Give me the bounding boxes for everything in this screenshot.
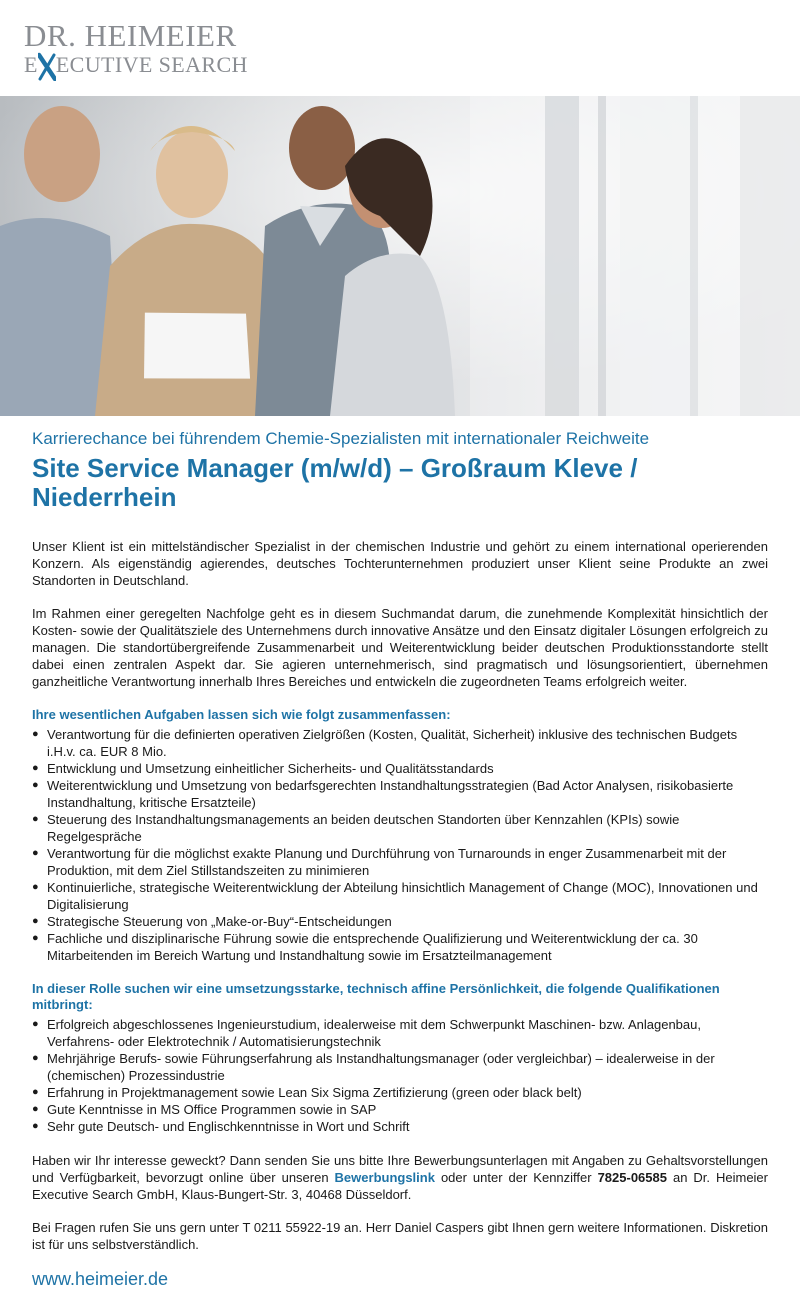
list-item: ● Fachliche und disziplinarische Führung sowie die entsprechende Qualifizierung und Weiterentwicklung der ca. 30 Mitarbeitenden im Bereich Wartung und Instandhaltung sowie im Ersatzteilmanagement [32, 930, 768, 964]
intro-paragraph-2: Im Rahmen einer geregelten Nachfolge geht es in diesem Suchmandat darum, die zunehmende Komplexität hinsichtlich der Kosten- sowie der Qualitätsziele des Unternehmens durch innovative Ansätze und den Einsatz digitaler Lösungen erfolgreich zu managen. Die standortübergreifende Zusammenarbeit und Weiterentwicklung beider deutschen Produktionsstandorte stellt dabei einen zentralen Aspekt dar. Sie agieren unternehmerisch, sind pragmatisch und lösungsorientiert, übernehmen ganzheitliche Verantwortung innerhalb Ihres Bereiches und entwickeln die zugeordneten Teams erfolgreich weiter. [32, 606, 768, 689]
tasks-heading: Ihre wesentlichen Aufgaben lassen sich wie folgt zusammenfassen: [32, 707, 451, 722]
list-item: ● Erfolgreich abgeschlossenes Ingenieurstudium, idealerweise mit dem Schwerpunkt Maschinen- bzw. Anlagenbau, Verfahrens- oder Elektrotechnik / Automatisierungstechnik [32, 1016, 768, 1050]
apply-text-mid: oder unter der Kennziffer [434, 1170, 598, 1185]
application-link[interactable]: Bewerbungslink [334, 1170, 435, 1185]
logo-line-2 [24, 52, 264, 78]
tasks-list [32, 726, 768, 964]
logo-line-2-text: ECUTIVE SEARCH [55, 52, 248, 77]
apply-text-pre: Haben wir Ihr interesse geweckt? Dann senden Sie uns bitte Ihre Bewerbungsunterlagen mit Angaben zu Gehaltsvorstellungen und Verfügbarkeit, bevorzugt online über unseren [32, 1153, 768, 1185]
header [0, 0, 800, 96]
list-item: ● Strategische Steuerung von „Make-or-Buy“-Entscheidungen [32, 913, 768, 930]
job-ad [32, 428, 768, 1290]
ad-kicker: Karrierechance bei führendem Chemie-Spezialisten mit internationaler Reichweite [32, 429, 650, 448]
list-item: ● Steuerung des Instandhaltungsmanagements an beiden deutschen Standorten über Kennzahlen (KPIs) sowie Regelgespräche [32, 811, 768, 845]
contact-paragraph: Bei Fragen rufen Sie uns gern unter T 0211 55922-19 an. Herr Daniel Caspers gibt Ihnen gern weitere Informationen. Diskretion ist für uns selbstverständlich. [32, 1220, 768, 1252]
job-title: Site Service Manager (m/w/d) – Großraum Kleve / Niederrhein [32, 453, 638, 512]
list-item: ● Gute Kenntnisse in MS Office Programmen sowie in SAP [32, 1101, 768, 1118]
profile-list [32, 1016, 768, 1135]
intro-paragraph-1: Unser Klient ist ein mittelständischer Spezialist in der chemischen Industrie und gehört zu einem international operierenden Konzern. Als eigenständig agierendes, deutsches Tochterunternehmen produziert unser Klient seine Produkte an zwei Standorten in Deutschland. [32, 539, 768, 588]
reference-code: 7825-06585 [597, 1170, 667, 1185]
list-item: ● Sehr gute Deutsch- und Englischkenntnisse in Wort und Schrift [32, 1118, 768, 1135]
logo-line-1: DR. HEIMEIER [24, 18, 237, 53]
list-item: ● Erfahrung in Projektmanagement sowie Lean Six Sigma Zertifizierung (green oder black belt) [32, 1084, 768, 1101]
list-item: ● Weiterentwicklung und Umsetzung von bedarfsgerechten Instandhaltungsstrategien (Bad Actor Analysen, risikobasierte Instandhaltung, kritische Ersatzteile) [32, 777, 768, 811]
logo-letter-e: E [24, 52, 38, 77]
apply-text-post: an Dr. Heimeier Executive Search GmbH, Klaus-Bungert-Str. 3, 40468 Düsseldorf. [32, 1170, 768, 1202]
website-link[interactable]: www.heimeier.de [32, 1269, 169, 1289]
company-logo[interactable] [24, 20, 264, 84]
apply-paragraph [32, 1152, 768, 1203]
list-item: ● Mehrjährige Berufs- sowie Führungserfahrung als Instandhaltungsmanager (oder vergleichbar) – idealerweise in der (chemischen) Prozessindustrie [32, 1050, 768, 1084]
list-item: ● Verantwortung für die möglichst exakte Planung und Durchführung von Turnarounds in enger Zusammenarbeit mit der Produktion, mit dem Ziel Stillstandszeiten zu minimieren [32, 845, 768, 879]
logo-x-icon [38, 52, 56, 78]
list-item: ● Entwicklung und Umsetzung einheitlicher Sicherheits- und Qualitätsstandards [32, 760, 768, 777]
list-item: ● Kontinuierliche, strategische Weiterentwicklung der Abteilung hinsichtlich Management of Change (MOC), Innovationen und Digitalisierung [32, 879, 768, 913]
hero-image [0, 96, 800, 416]
list-item: ● Verantwortung für die definierten operativen Zielgrößen (Kosten, Qualität, Sicherheit) inklusive des technischen Budgets i.H.v. ca. EUR 8 Mio. [32, 726, 768, 760]
profile-heading: In dieser Rolle suchen wir eine umsetzungsstarke, technisch affine Persönlichkeit, die folgende Qualifikationen mitbringt: [32, 981, 720, 1012]
